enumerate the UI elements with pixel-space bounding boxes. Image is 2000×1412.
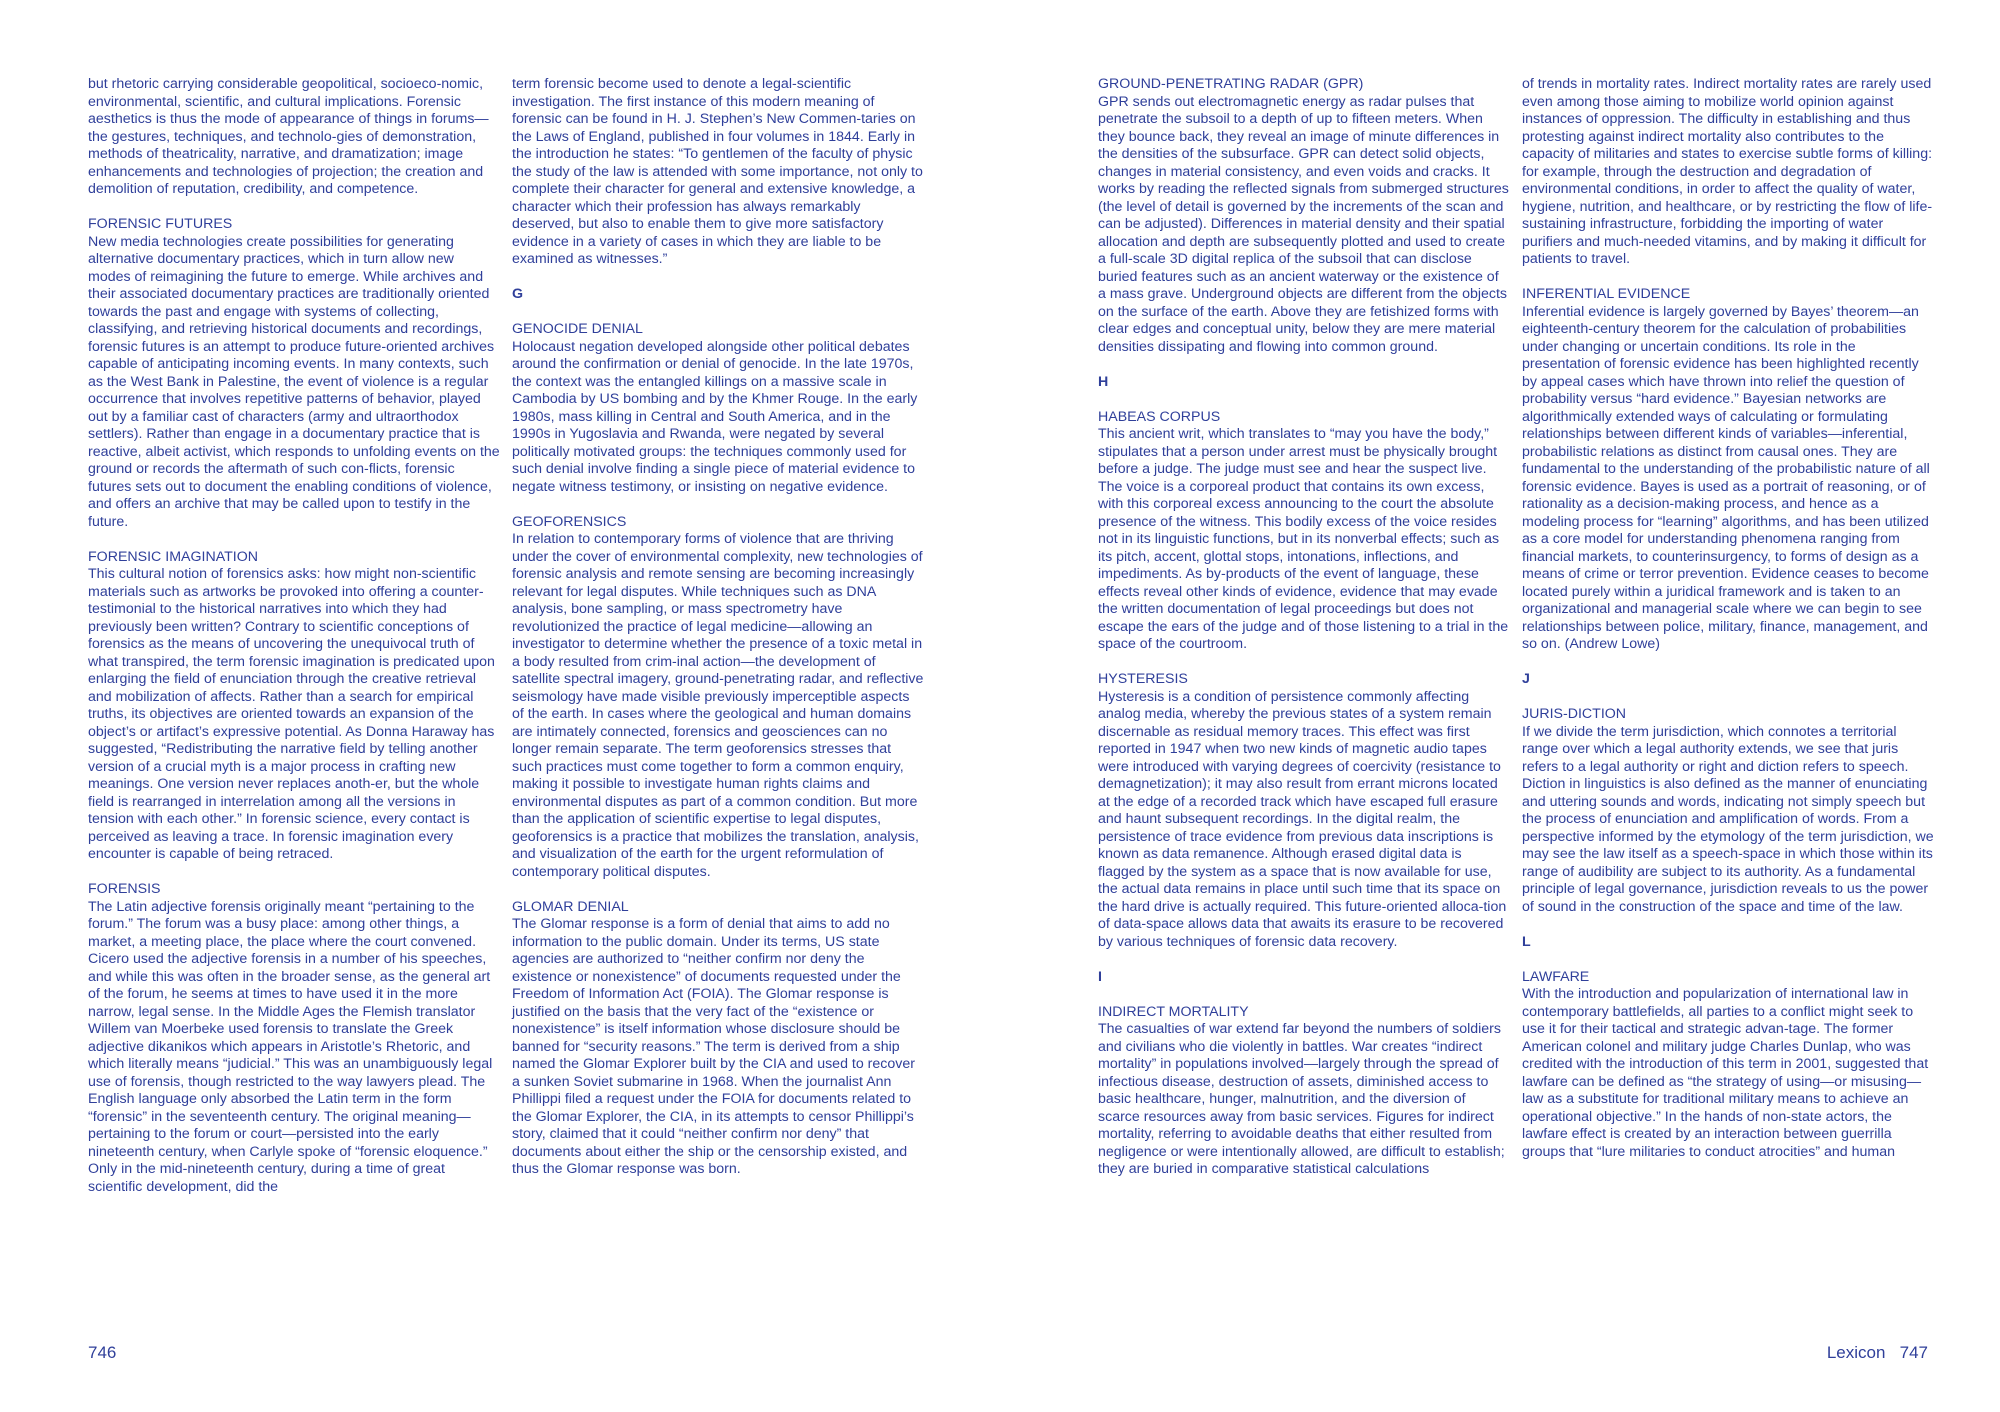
lexicon-entry: [512, 76, 924, 269]
entry-body: If we divide the term jurisdiction, which connotes a territorial range over which a legal authority extends, we see that juris refers to a legal authority or right and diction refers to speech. Diction in linguistics is also defined as the manner of enunciating and uttering sounds and words, indicating not simply speech but the process of enunciation and amplification of words. From a perspective informed by the etymology of the term jurisdiction, we may see the law itself as a speech-space in which those within its range of audibility are subject to its authority. As a fundamental principle of legal governance, jurisdiction reveals to us the power of sound in the construction of the space and time of the law.: [1522, 723, 1934, 915]
lexicon-entry: [1098, 671, 1510, 951]
entry-body: The Latin adjective forensis originally meant “pertaining to the forum.” The forum was a busy place: among other things, a market, a meeting place, the place where the court convened. Cicero used the adjective forensis in a number of his speeches, and while this was often in the broader sense, as the general art of the forum, he seems at times to have used it in the more narrow, legal sense. In the Middle Ages the Flemish translator Willem van Moerbeke used forensis to translate the Greek adjective dikanikos which appears in Aristotle’s Rhetoric, and which literally means “judicial.” This was an unambiguously legal use of forensis, though restricted to the way lawyers plead. The English language only absorbed the Latin term in the form “forensic” in the seventeenth century. The original meaning—pertaining to the forum or court—persisted into the early nineteenth century, when Carlyle spoke of “forensic eloquence.” Only in the mid-nineteenth century, during a time of great scientific development, did the: [88, 898, 493, 1195]
lexicon-entry: [512, 514, 924, 882]
entry-heading: HABEAS CORPUS: [1098, 408, 1221, 425]
lexicon-entry: [1098, 409, 1510, 654]
entry-heading: GROUND-PENETRATING RADAR (GPR): [1098, 76, 1364, 92]
entry-heading: HYSTERESIS: [1098, 671, 1188, 687]
entry-heading: FORENSIC IMAGINATION: [88, 548, 258, 565]
entry-body: of trends in mortality rates. Indirect mortality rates are rarely used even among those aiming to mobilize world opinion against instances of oppression. The difficulty in establishing and thus protesting against indirect mortality also contributes to the capacity of militaries and states to exercise subtle forms of killing: for example, through the destruction and degradation of environmental conditions, in order to affect the quality of water, hygiene, nutrition, and healthcare, or by restricting the flow of life-sustaining infrastructure, forbidding the importing of water purifiers and much-needed vitamins, and by making it difficult for patients to travel.: [1522, 76, 1933, 267]
section-label: Lexicon: [1826, 1343, 1886, 1362]
lexicon-entry: [1098, 76, 1510, 356]
section-letter: G: [512, 286, 524, 302]
lexicon-entry: [88, 549, 500, 864]
entry-body: Hysteresis is a condition of persistence commonly affecting analog media, whereby the previous states of a system remain discernable as residual memory traces. This effect was first reported in 1947 when two new kinds of magnetic audio tapes were introduced with varying degrees of coercivity (resistance to demagnetization); it may also result from errant microns located at the edge of a recorded track which have escaped full erasure and haunt subsequent recordings. In the digital realm, the persistence of trace evidence from previous data inscriptions is known as data remanence. Although erased digital data is flagged by the system as a space that is now available for use, the actual data remains in place until such time that its space on the hard drive is actually required. This future-oriented alloca-tion of data-space allows data that awaits its erasure to be recovered by various techniques of forensic data recovery.: [1098, 688, 1507, 950]
lexicon-entry: [88, 76, 500, 199]
entry-heading: INFERENTIAL EVIDENCE: [1522, 286, 1691, 302]
entry-heading: JURIS-DICTION: [1522, 706, 1627, 722]
entry-body: New media technologies create possibilities for generating alternative documentary practices, which in turn allow new modes of reimagining the future to emerge. While archives and their associated documentary practices are traditionally oriented towards the past and engage with systems of collecting, classifying, and retrieving historical documents and recordings, forensic futures is an attempt to produce future-oriented archives capable of anticipating incoming events. In many contexts, such as the West Bank in Palestine, the event of violence is a regular occurrence that involves repetitive patterns of behavior, played out by a familiar cast of characters (army and ultraorthodox settlers). Rather than engage in a documentary practice that is reactive, albeit activist, which responds to unfolding events on the ground or records the aftermath of such con-flicts, forensic futures sets out to document the enabling conditions of violence, and offers an archive that may be called upon to testify in the future.: [88, 233, 500, 530]
entry-body: The Glomar response is a form of denial that aims to add no information to the public domain. Under its terms, US state agencies are authorized to “neither confirm nor deny the existence or nonexistence” of documents requested under the Freedom of Information Act (FOIA). The Glomar response is justified on the basis that the very fact of the “existence or nonexistence” is itself information whose disclosure should be banned for “security reasons.” The term is derived from a ship named the Glomar Explorer built by the CIA and used to recover a sunken Soviet submarine in 1968. When the journalist Ann Phillippi filed a request under the FOIA for documents related to the Glomar Explorer, the CIA, in its attempts to censor Phillippi’s story, claimed that it could “neither confirm nor deny” that documents about either the ship or the censorship existed, and thus the Glomar response was born.: [512, 916, 915, 1177]
page-number-right: 747: [1899, 1343, 1928, 1362]
column-3: [1098, 76, 1510, 1196]
section-letter: H: [1098, 373, 1109, 390]
running-footer-right: [1827, 1343, 1928, 1363]
section-letter: L: [1522, 933, 1531, 950]
section-letter: I: [1098, 968, 1102, 985]
lexicon-entry: [1522, 969, 1934, 1162]
right-page: [1000, 0, 2000, 1412]
entry-body: The casualties of war extend far beyond the numbers of soldiers and civilians who die violently in battles. War creates “indirect mortality” in populations involved—largely through the spread of infectious disease, destruction of assets, diminished access to basic healthcare, hunger, malnutrition, and the diversion of scarce resources away from basic services. Figures for indirect mortality, referring to avoidable deaths that either resulted from negligence or were intentionally allowed, are difficult to establish; they are buried in comparative statistical calculations: [1098, 1021, 1505, 1177]
lexicon-entry: [1098, 1004, 1510, 1179]
lexicon-entry: [1522, 706, 1934, 916]
entry-heading: GLOMAR DENIAL: [512, 898, 629, 915]
entry-heading: LAWFARE: [1522, 968, 1590, 985]
entry-heading: FORENSIS: [88, 881, 161, 897]
column-4: [1522, 76, 1934, 1179]
entry-body: Holocaust negation developed alongside other political debates around the confirmation or denial of genocide. In the late 1970s, the context was the entangled killings on a massive scale in Cambodia by US bombing and by the Khmer Rouge. In the early 1980s, mass killing in Central and South America, and in the 1990s in Yugoslavia and Rwanda, were negated by several politically motivated groups: the techniques commonly used for such denial involve finding a single piece of material evidence to negate witness testimony, or insisting on negative evidence.: [512, 338, 918, 495]
entry-body: Inferential evidence is largely governed by Bayes’ theorem—an eighteenth-century theorem for the calculation of probabilities under changing or uncertain conditions. Its role in the presentation of forensic evidence has been highlighted recently by appeal cases which have thrown into relief the question of probability versus “hard evidence.” Bayesian networks are algorithmically extended ways of calculating or formulating relationships between different kinds of variables—inferential, probabilistic relations as distinct from causal ones. They are fundamental to the understanding of the probabilistic nature of all forensic evidence. Bayes is used as a portrait of reasoning, or of rationality as a decision-making process, and hence as a modeling process for “learning” algorithms, and has been utilized as a core model for understanding phenomena ranging from financial markets, to counterinsurgency, to forms of design as a means of crime or terror prevention. Evidence ceases to become located purely within a juridical framework and is taken to an organizational and managerial scale where we can begin to see relationships between police, military, finance, management, and so on. (Andrew Lowe): [1522, 303, 1930, 652]
entry-body: GPR sends out electromagnetic energy as radar pulses that penetrate the subsoil to a depth of up to fifteen meters. When they bounce back, they reveal an image of minute differences in the densities of the subsurface. GPR can detect solid objects, changes in material consistency, and even voids and cracks. It works by reading the reflected signals from submerged structures (the level of detail is governed by the increments of the scan and can be adjusted). Differences in material density and their spatial allocation and depth are subsequently plotted and used to create a full-scale 3D digital replica of the subsoil that can disclose buried features such as an ancient waterway or the existence of a mass grave. Underground objects are different from the objects on the surface of the earth. Above they are fetishized forms with clear edges and conceptual unity, below they are mere material densities dissipating and flowing into common ground.: [1098, 93, 1509, 355]
lexicon-entry: [1522, 286, 1934, 654]
lexicon-entry: [88, 881, 500, 1196]
page-number-left: 746: [88, 1343, 117, 1362]
entry-body: but rhetoric carrying considerable geopolitical, socioeco-nomic, environmental, scientific, and cultural implications. Forensic aesthetics is thus the mode of appearance of things in forums—the gestures, techniques, and technolo-gies of demonstration, methods of theatricality, narrative, and dramatization; image enhancements and technologies of projection; the creation and demolition of reputation, credibility, and competence.: [88, 76, 489, 197]
column-1: [88, 76, 500, 1214]
lexicon-entry: [512, 899, 924, 1179]
section-letter: J: [1522, 671, 1530, 687]
entry-heading: INDIRECT MORTALITY: [1098, 1003, 1249, 1020]
entry-body: With the introduction and popularization of international law in contemporary battlefields, all parties to a conflict might seek to use it for their tactical and strategic advan-tage. The former American colonel and military judge Charles Dunlap, who was credited with the introduction of this term in 2001, suggested that lawfare can be defined as “the strategy of using—or misusing—law as a substitute for traditional military means to achieve an operational objective.” In the hands of non-state actors, the lawfare effect is created by an interaction between guerrilla groups that “lure militaries to conduct atrocities” and human: [1522, 986, 1929, 1160]
entry-heading: GEOFORENSICS: [512, 513, 627, 530]
entry-heading: GENOCIDE DENIAL: [512, 321, 643, 337]
lexicon-entry: [88, 216, 500, 531]
entry-body: In relation to contemporary forms of violence that are thriving under the cover of environmental complexity, new technologies of forensic analysis and remote sensing are becoming increasingly relevant for legal disputes. While techniques such as DNA analysis, bone sampling, or mass spectrometry have revolutionized the practice of legal medicine—allowing an investigator to determine whether the presence of a toxic metal in a body resulted from crim-inal action—the development of satellite spectral imagery, ground-penetrating radar, and reflective seismology have made visible previously imperceptible aspects of the earth. In cases where the geological and human domains are intimately connected, forensics and geosciences can no longer remain separate. The term geoforensics stresses that such practices must come together to form a common enquiry, making it possible to investigate human rights claims and environmental disputes as part of a common condition. But more than the application of scientific expertise to legal disputes, geoforensics is a practice that mobilizes the translation, analysis, and visualization of the earth for the urgent reformulation of contemporary political disputes.: [512, 531, 924, 880]
lexicon-entry: [1522, 76, 1934, 269]
lexicon-entry: [512, 321, 924, 496]
entry-body: term forensic become used to denote a legal-scientific investigation. The first instance of this modern meaning of forensic can be found in H. J. Stephen’s New Commen-taries on the Laws of England, published in four volumes in 1844. Early in the introduction he states: “To gentlemen of the faculty of physic the study of the law is attended with some importance, not only to complete their character for general and extensive knowledge, a character which their profession has always remarkably deserved, but also to enable them to give more satisfactory evidence in a variety of cases in which they are liable to be examined as witnesses.”: [512, 76, 923, 267]
entry-body: This ancient writ, which translates to “may you have the body,” stipulates that a person under arrest must be physically brought before a judge. The judge must see and hear the suspect live. The voice is a corporeal product that contains its own excess, with this corporeal excess announcing to the court the absolute presence of the witness. This bodily excess of the voice resides not in its linguistic functions, but in its nonverbal effects; such as its pitch, accent, glottal stops, intonations, inflections, and impediments. As by-products of the event of language, these effects reveal other kinds of evidence, evidence that may evade the written documentation of legal proceedings but does not escape the ears of the judge and of those listening to a trial in the space of the courtroom.: [1098, 426, 1509, 652]
entry-body: This cultural notion of forensics asks: how might non-scientific materials such as artworks be provoked into offering a counter-testimonial to the historical narratives into which they had previously been written? Contrary to scientific conceptions of forensics as the means of uncovering the unequivocal truth of what transpired, the term forensic imagination is predicated upon enlarging the field of enunciation through the creative retrieval and mobilization of affects. Rather than a search for empirical truths, its objectives are oriented towards an expansion of the object’s or artifact’s expressive potential. As Donna Haraway has suggested, “Redistributing the narrative field by telling another version of a crucial myth is a major process in crafting new meanings. One version never replaces anoth-er, but the whole field is rearranged in interrelation among all the versions in tension with each other.” In forensic science, every contact is perceived as leaving a trace. In forensic imagination every encounter is capable of being retraced.: [88, 566, 495, 862]
entry-heading: FORENSIC FUTURES: [88, 216, 233, 232]
column-2: [512, 76, 924, 1196]
